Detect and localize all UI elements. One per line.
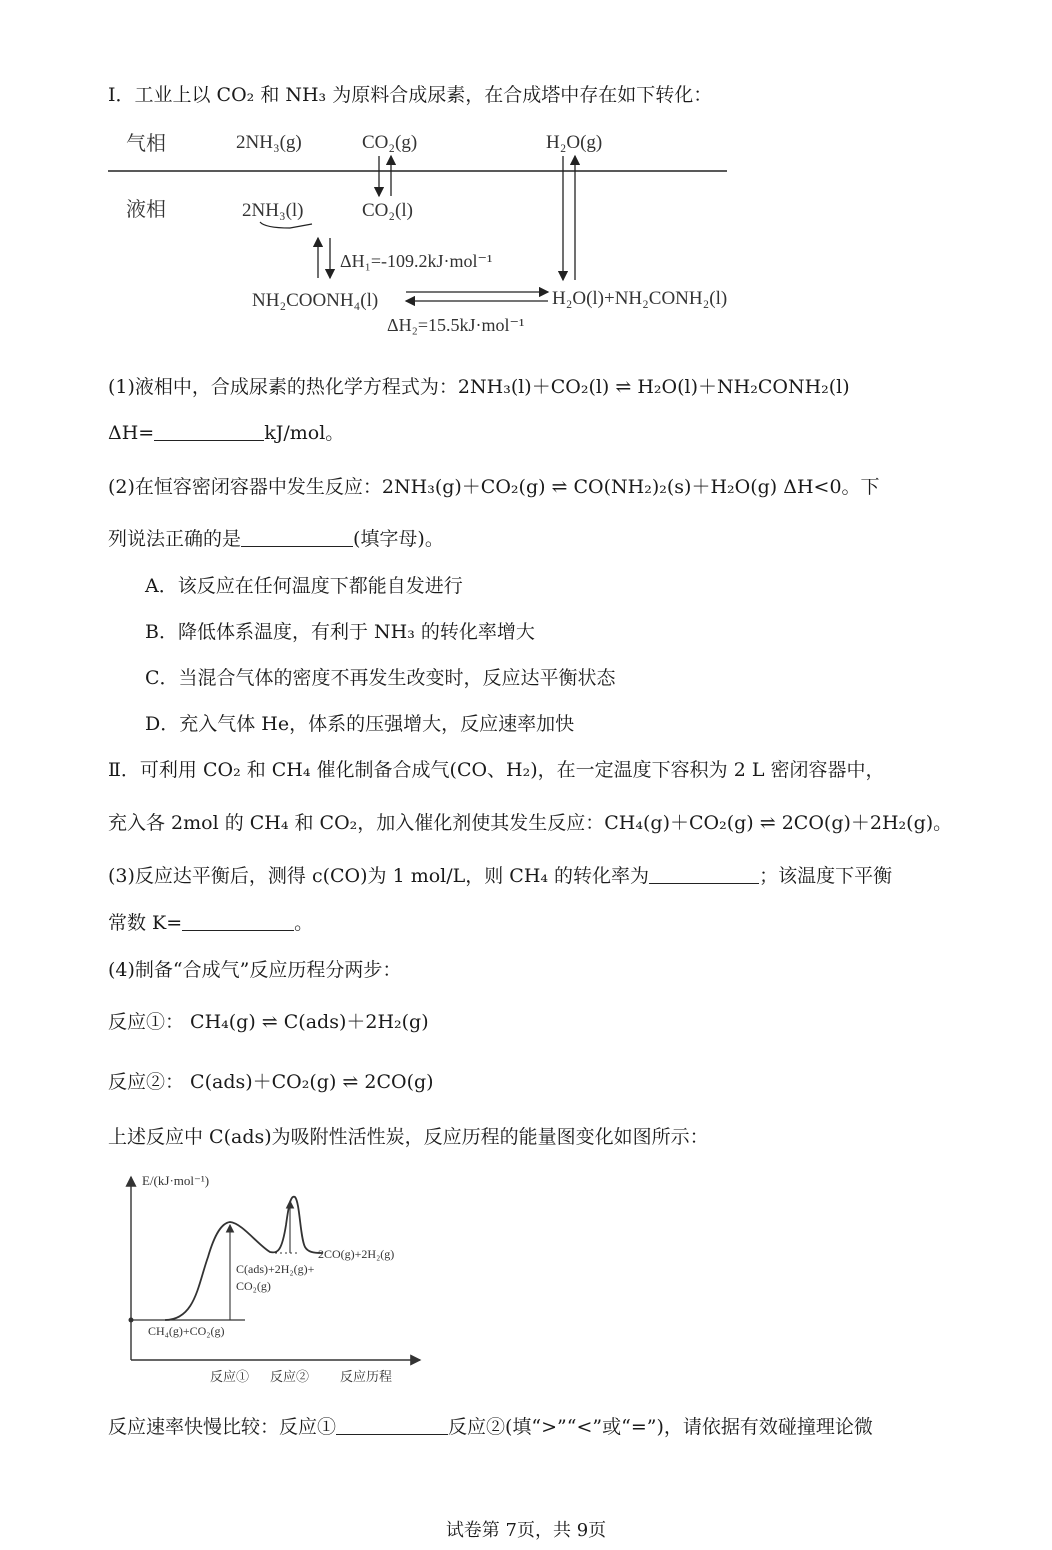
option-a: A．该反应在任何温度下都能自发进行 <box>145 575 463 597</box>
option-b: B．降低体系温度，有利于 NH₃ 的转化率增大 <box>145 621 535 643</box>
liq-co2-label: CO₂(l) <box>362 200 413 221</box>
dh2-label: ΔH₂=15.5kJ·mol⁻¹ <box>387 315 525 335</box>
rate-prompt: 反应速率快慢比较：反应① <box>108 1416 337 1438</box>
q2-prompt: 列说法正确的是 <box>108 528 242 550</box>
rate-comparison-blank[interactable] <box>336 1416 448 1435</box>
section2-intro-1: Ⅱ．可利用 CO₂ 和 CH₄ 催化制备合成气(CO、H₂)，在一定温度下容积为 2 L 密闭容器中， <box>108 759 885 781</box>
x-label-reaction1: 反应① <box>210 1369 250 1384</box>
gas-phase-label: 气相 <box>126 133 166 155</box>
page-footer: 试卷第 7页，共 9页 <box>445 1520 607 1541</box>
chart-description: 上述反应中 C(ads)为吸附性活性炭，反应历程的能量图变化如图所示： <box>108 1126 709 1148</box>
q2-answer-blank[interactable] <box>241 528 353 547</box>
rate-continuation: 反应②(填“>”“<”或“=”)，请依据有效碰撞理论微 <box>448 1416 873 1438</box>
nh3-bracket <box>260 222 312 228</box>
gas-h2o-label: H₂O(g) <box>546 132 603 153</box>
liquid-phase-label: 液相 <box>126 199 166 221</box>
q3-continuation: ；该温度下平衡 <box>759 865 893 887</box>
intermediate-label: NH₂COONH₄(l) <box>252 290 379 311</box>
q3-line-2 <box>108 910 313 936</box>
liq-nh3-label: 2NH₃(l) <box>242 200 304 221</box>
product-label: H₂O(l)+NH₂CONH₂(l) <box>552 288 728 309</box>
gas-nh3-label: 2NH₃(g) <box>236 132 302 153</box>
x-label-process: 反应历程 <box>340 1369 393 1384</box>
x-label-reaction2: 反应② <box>270 1369 310 1384</box>
intermediate-label-1: C(ads)+2H₂(g)+ <box>236 1262 315 1276</box>
q1-answer-line <box>108 420 344 446</box>
q2-prompt-line <box>108 526 444 552</box>
section2-intro-2: 充入各 2mol 的 CH₄ 和 CO₂，加入催化剂使其发生反应：CH₄(g)＋CO₂(g) ⇌ 2CO(g)＋2H₂(g)。 <box>108 812 953 834</box>
q1-dh-label: ΔH= <box>108 422 155 444</box>
q1-equation: (1)液相中，合成尿素的热化学方程式为：2NH₃(l)＋CO₂(l) ⇌ H₂O(l)＋NH₂CONH₂(l) <box>108 376 850 398</box>
reaction-1: 反应①： CH₄(g) ⇌ C(ads)＋2H₂(g) <box>108 1011 429 1033</box>
urea-synthesis-diagram <box>100 120 780 350</box>
q3-k-label: 常数 K= <box>108 912 183 934</box>
option-d: D．充入气体 He，体系的压强增大，反应速率加快 <box>145 713 575 735</box>
y-axis-label: E/(kJ·mol⁻¹) <box>142 1173 210 1188</box>
reaction-2: 反应②： C(ads)＋CO₂(g) ⇌ 2CO(g) <box>108 1071 434 1093</box>
q3-period: 。 <box>294 912 314 934</box>
end-state-label: 2CO(g)+2H₂(g) <box>318 1247 395 1261</box>
rate-comparison-line <box>108 1414 873 1440</box>
q1-unit: kJ/mol。 <box>264 422 345 444</box>
q3-prompt: (3)反应达平衡后，测得 c(CO)为 1 mol/L，则 CH₄ 的转化率为 <box>108 865 650 887</box>
start-state-label: CH₄(g)+CO₂(g) <box>148 1324 225 1338</box>
q2-question: (2)在恒容密闭容器中发生反应：2NH₃(g)＋CO₂(g) ⇌ CO(NH₂)₂(s)＋H₂O(g) ΔH<0。下 <box>108 476 880 498</box>
section1-intro: Ⅰ．工业上以 CO₂ 和 NH₃ 为原料合成尿素，在合成塔中存在如下转化： <box>108 84 713 106</box>
q1-answer-blank[interactable] <box>154 422 264 441</box>
gas-co2-label: CO₂(g) <box>362 132 418 153</box>
intermediate-label-2: CO₂(g) <box>236 1279 271 1293</box>
energy-curve <box>165 1197 322 1320</box>
dh1-label: ΔH₁=-109.2kJ·mol⁻¹ <box>340 251 493 271</box>
q4-title: (4)制备“合成气”反应历程分两步： <box>108 959 402 981</box>
option-c: C．当混合气体的密度不再发生改变时，反应达平衡状态 <box>145 667 616 689</box>
energy-profile-chart <box>110 1165 440 1390</box>
q3-conversion-blank[interactable] <box>649 865 759 884</box>
q3-k-blank[interactable] <box>182 912 294 931</box>
q2-fill-hint: (填字母)。 <box>353 528 444 550</box>
q3-line-1 <box>108 863 892 889</box>
